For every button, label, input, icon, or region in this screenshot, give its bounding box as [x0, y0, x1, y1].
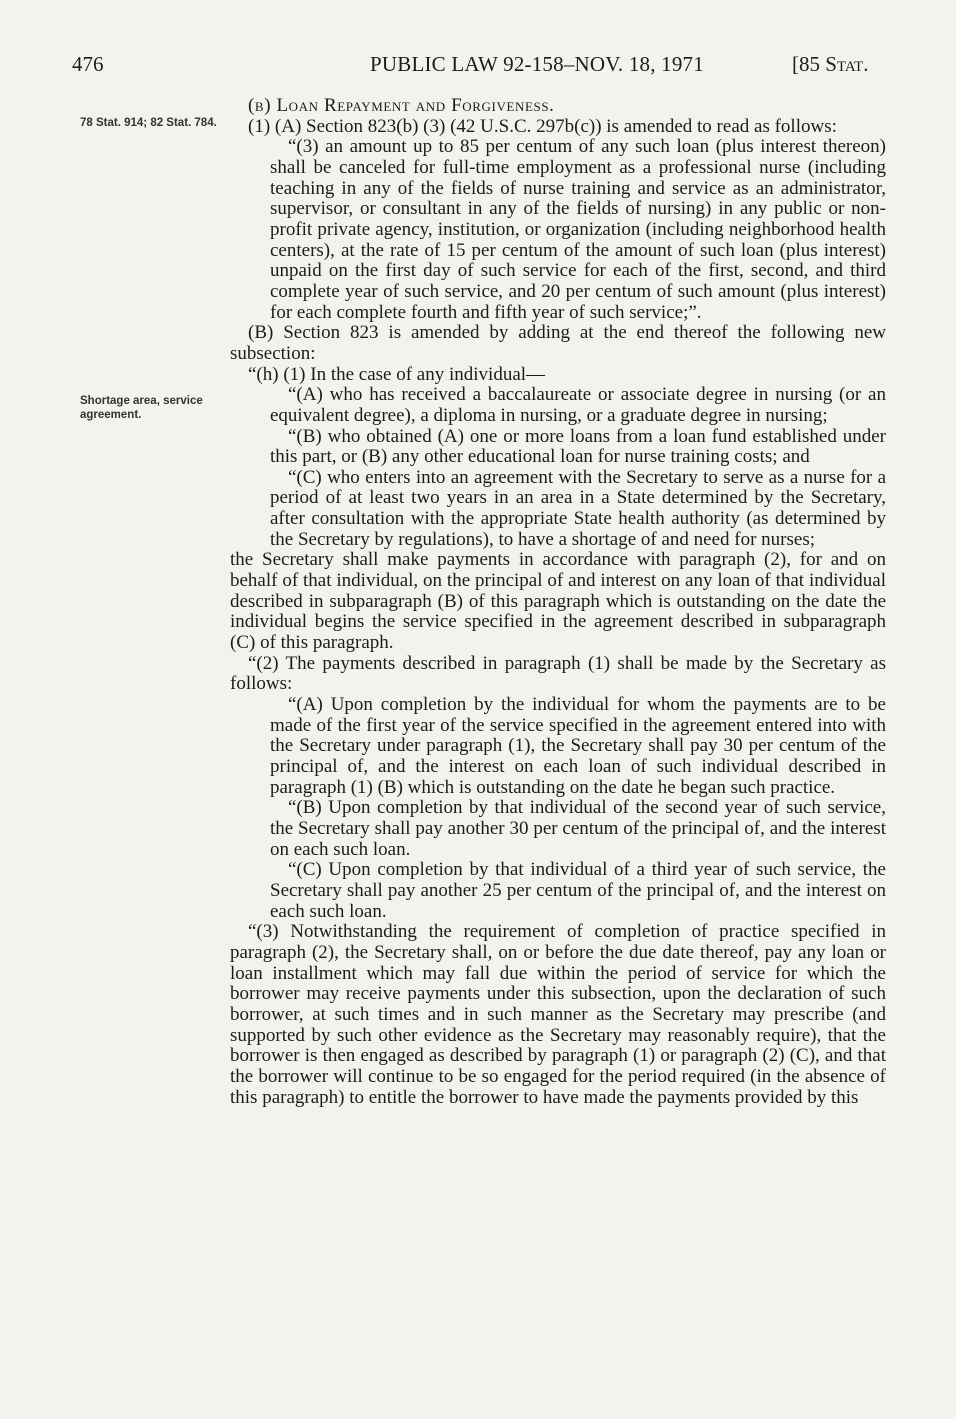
paragraph: (B) Section 823 is amended by adding at the end thereof the following new subsection: [230, 322, 886, 364]
paragraph: “(C) who enters into an agreement with the Secretary to serve as a nurse for a period of at least two years in an area in a State determined by the Secretary, after consultation with the appropriate State health authority (as determined by the Secretary by regulations), to have a shortage of and need for nurses; [270, 466, 886, 550]
section-heading: (b) Loan Repayment and Forgiveness. [248, 95, 555, 116]
statute-reference: [85 Stat. [792, 52, 869, 76]
paragraph: “(3) an amount up to 85 per centum of any such loan (plus interest thereon) shall be canceled for full-time employment as a professional nurse (including teaching in any of the fields of nurse training and service as an administrator, supervisor, or consultant in any of the fields of nursing) in any public or non-profit private agency, institution, or organization (including neighborhood health centers), at the rate of 15 per centum of the amount of such loan (plus interest) unpaid on the first day of such service for each of the first, second, and third complete year of such service, and 20 per centum of such amount (plus interest) for each complete fourth and fifth year of such service;”. [270, 136, 886, 323]
paragraph: “(2) The payments described in paragraph (1) shall be made by the Secretary as follows: [230, 652, 886, 695]
margin-note-shortage: Shortage area, service agreement. [80, 395, 203, 421]
page-header [0, 52, 956, 78]
paragraph: (1) (A) Section 823(b) (3) (42 U.S.C. 297b(c)) is amended to read as follows: [248, 115, 837, 137]
paragraph: “(B) who obtained (A) one or more loans from a loan fund established under this part, or (B) any other educational loan for nurse training costs; and [270, 425, 886, 468]
body-text [230, 96, 886, 1108]
paragraph: “(A) Upon completion by the individual for whom the payments are to be made of the first year of the service specified in the agreement entered into with the Secretary under paragraph (1), the Secretary shall pay 30 per centum of the principal of, and the interest on each loan of such individual described in paragraph (1) (B) which is outstanding on the date he began such practice. [270, 694, 886, 798]
page-number: 476 [72, 52, 104, 76]
paragraph: “(C) Upon completion by that individual of a third year of such service, the Secretary shall pay another 25 per centum of the principal of, and the interest on each such loan. [270, 859, 886, 922]
running-title: PUBLIC LAW 92-158–NOV. 18, 1971 [370, 52, 704, 76]
paragraph: “(A) who has received a baccalaureate or associate degree in nursing (or an equivalent degree), a diploma in nursing, or a graduate degree in nursing; [270, 384, 886, 426]
paragraph: “(B) Upon completion by that individual of the second year of such service, the Secretary shall pay another 30 per centum of the principal of, and the interest on each such loan. [270, 797, 886, 860]
paragraph: “(3) Notwithstanding the requirement of completion of practice specified in paragraph (2), the Secretary shall, on or before the due date thereof, pay any loan or loan installment which may fall due within the period of service for which the borrower may receive payments under this subsection, upon the declaration of such borrower, at such times and in such manner as the Secretary may prescribe (and supported by such other evidence as the Secretary may reasonably require), that the borrower is then engaged as described by paragraph (1) or paragraph (2) (C), and that the borrower will continue to be so engaged for the period required (in the absence of this paragraph) to entitle the borrower to have made the payments provided by this [230, 921, 886, 1108]
paragraph: “(h) (1) In the case of any individual— [248, 363, 546, 385]
paragraph: the Secretary shall make payments in accordance with paragraph (2), for and on behalf of that individual, on the principal of and interest on any loan of that individual described in subparagraph (B) of this paragraph which is outstanding on the date the individual begins the service specified in the agreement described in subparagraph (C) of this paragraph. [230, 549, 886, 654]
margin-note-citation: 78 Stat. 914; 82 Stat. 784. [80, 117, 217, 129]
